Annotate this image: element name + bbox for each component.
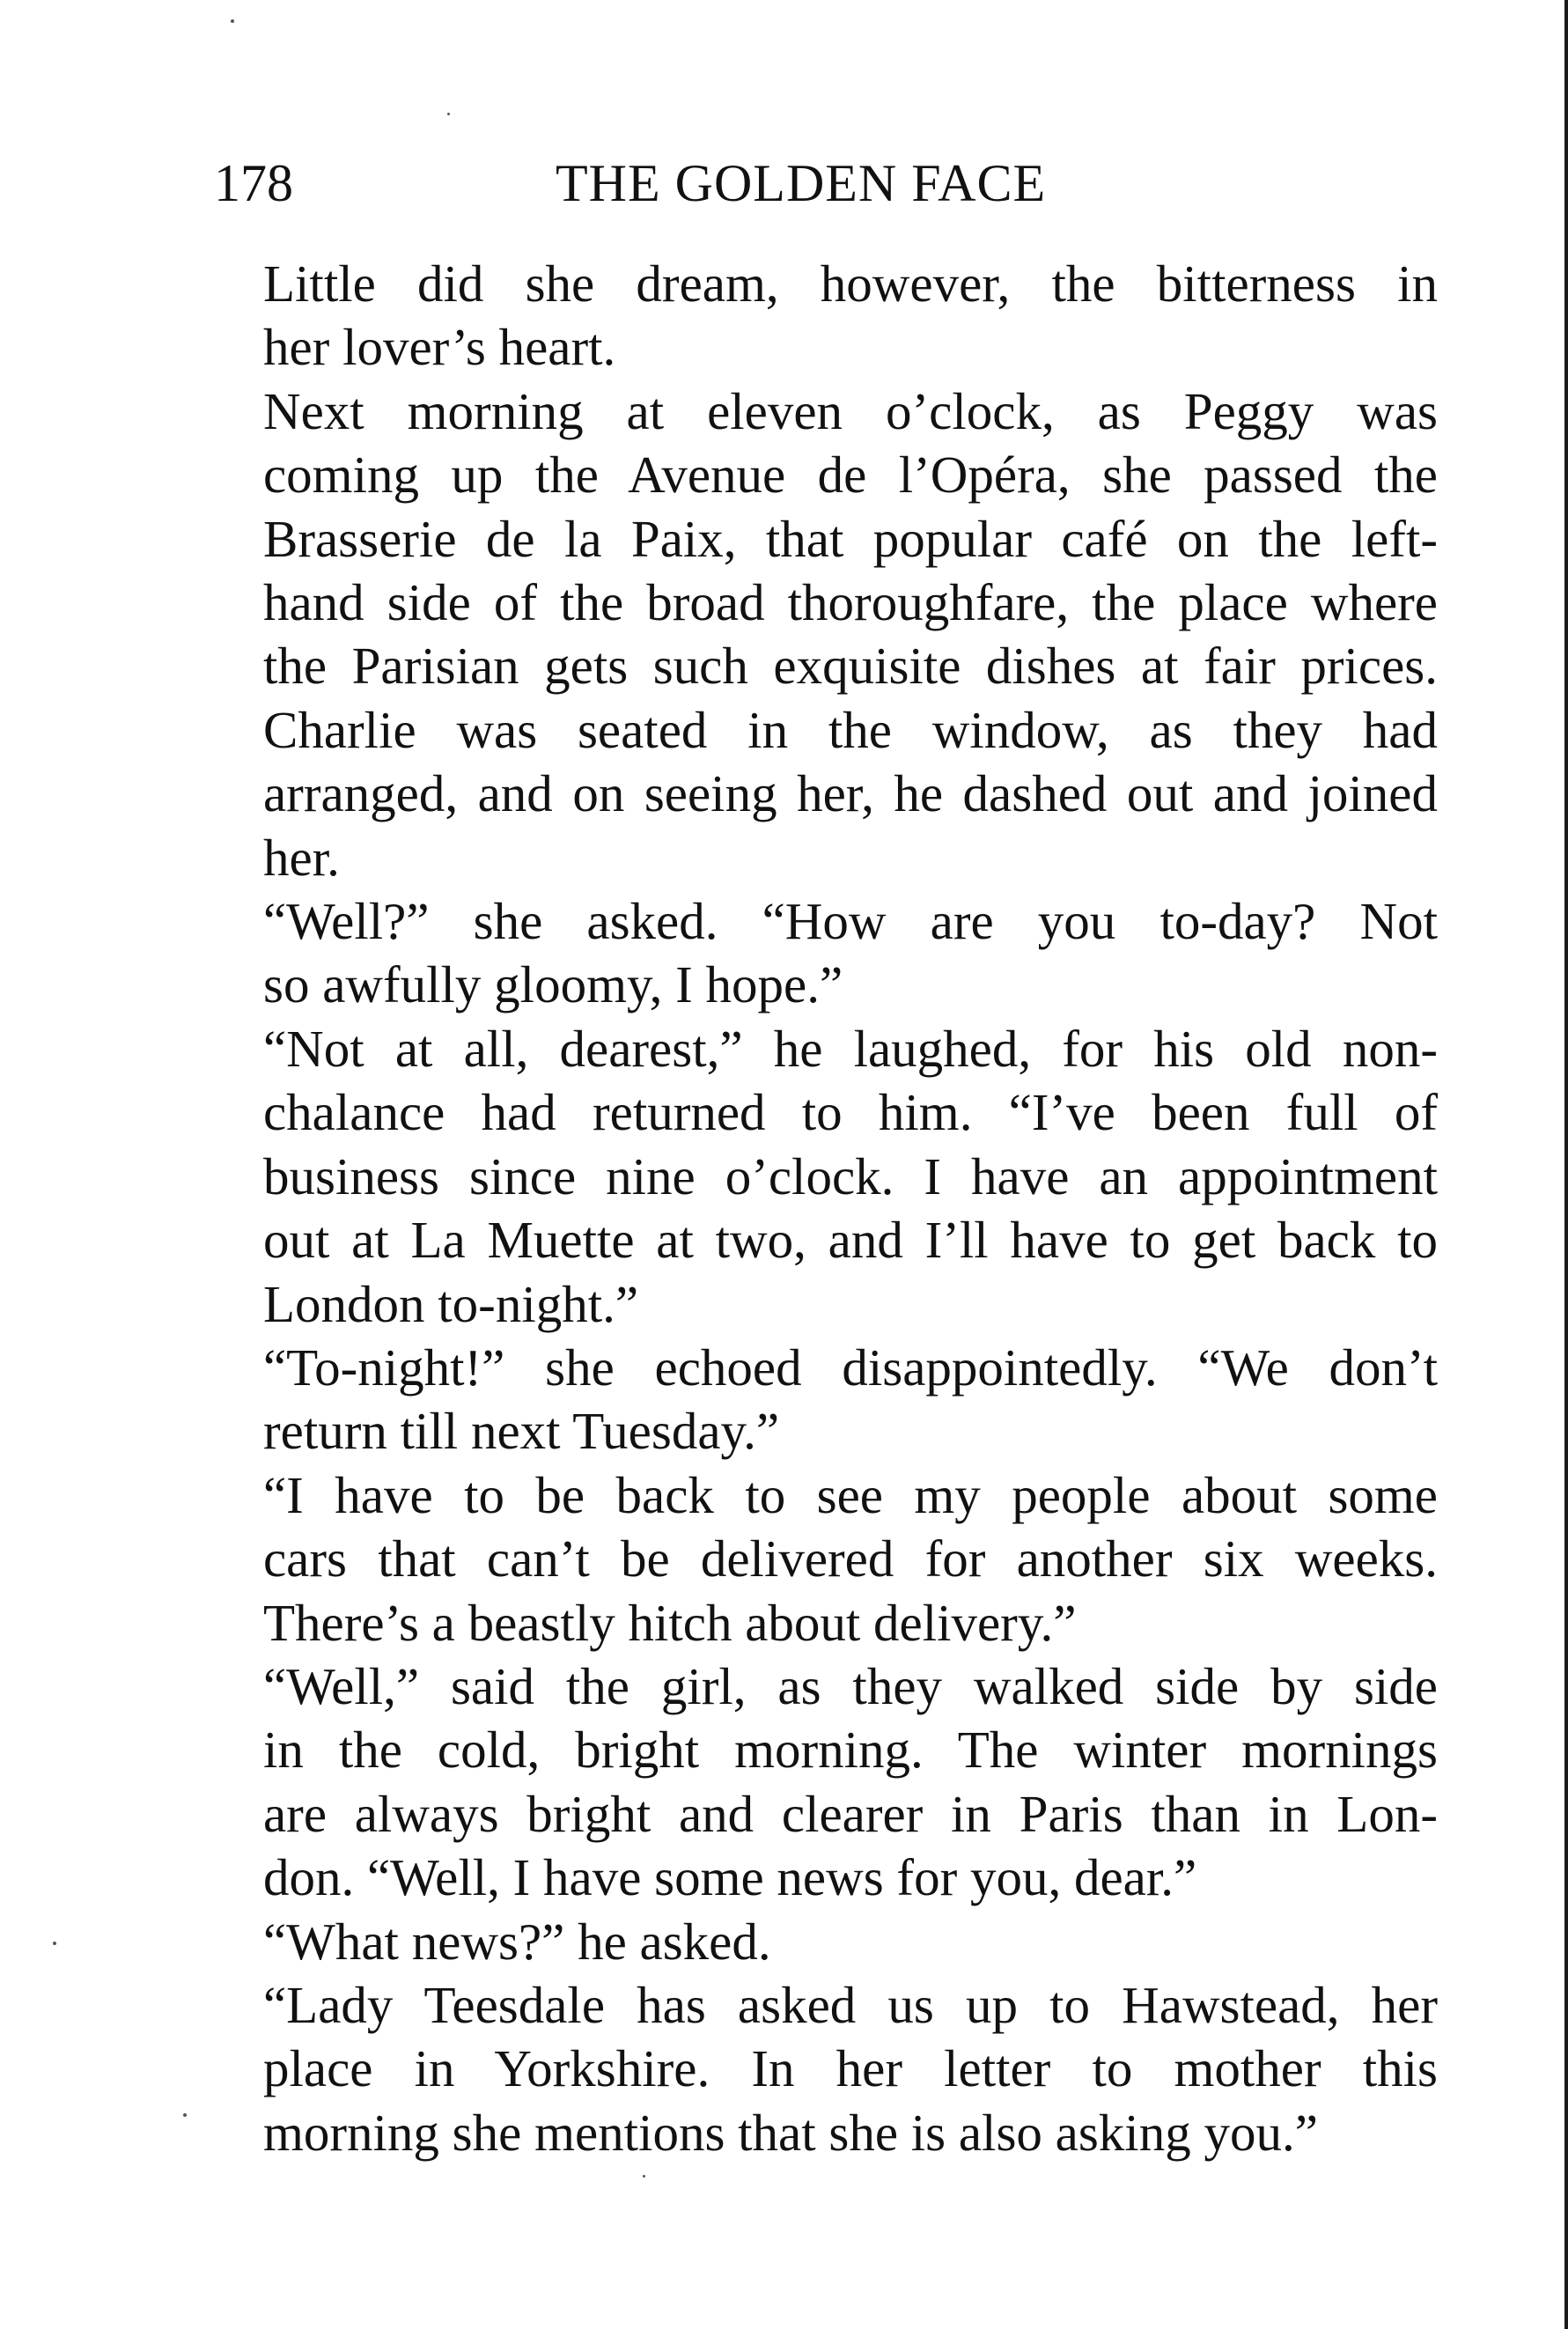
paragraph xyxy=(214,1017,1438,1336)
text-line: “Well,” said the girl, as they walked side by side xyxy=(263,1656,1438,1715)
speck xyxy=(183,2113,187,2117)
text-line: “To-night!” she echoed disappointedly. “We don’t xyxy=(263,1338,1438,1397)
text-line: the Parisian gets such exquisite dishes at fair prices. xyxy=(263,637,1438,696)
page-edge xyxy=(1564,0,1568,2329)
text-line: return till next Tuesday.” xyxy=(263,1402,780,1461)
paragraph xyxy=(214,889,1438,1017)
text-line: arranged, and on seeing her, he dashed out and joined xyxy=(263,764,1438,823)
text-line: Brasserie de la Paix, that popular café on the left- xyxy=(263,509,1438,568)
text-line: morning she mentions that she is also asking you.” xyxy=(263,2103,1318,2162)
text-line: don. “Well, I have some news for you, dear.” xyxy=(263,1848,1197,1907)
text-line: her. xyxy=(263,828,340,887)
text-line: “I have to be back to see my people about some xyxy=(263,1465,1438,1524)
paragraph xyxy=(214,1655,1438,1910)
paragraph xyxy=(214,1910,1438,1973)
paragraph xyxy=(214,1973,1438,2164)
text-line: business since nine o’clock. I have an appointment xyxy=(263,1146,1438,1205)
text-line: so awfully gloomy, I hope.” xyxy=(263,955,843,1014)
text-line: “Well?” she asked. “How are you to-day? Not xyxy=(263,892,1438,951)
text-line: Next morning at eleven o’clock, as Peggy was xyxy=(263,381,1438,440)
paragraph xyxy=(214,1336,1438,1463)
speck xyxy=(447,113,450,115)
text-line: hand side of the broad thoroughfare, the place where xyxy=(263,573,1438,632)
paragraph xyxy=(214,252,1438,380)
text-line: London to-night.” xyxy=(263,1274,639,1333)
text-line: Charlie was seated in the window, as they had xyxy=(263,700,1438,759)
text-line: in the cold, bright morning. The winter mornings xyxy=(263,1721,1438,1780)
speck xyxy=(231,19,234,23)
text-line: coming up the Avenue de l’Opéra, she passed the xyxy=(263,446,1438,505)
text-line: “Not at all, dearest,” he laughed, for his old non- xyxy=(263,1019,1438,1078)
text-line: “Lady Teesdale has asked us up to Hawstead, her xyxy=(263,1975,1438,2034)
text-line: are always bright and clearer in Paris than in Lon- xyxy=(263,1784,1438,1843)
text-line: place in Yorkshire. In her letter to mother this xyxy=(263,2039,1438,2098)
running-title: THE GOLDEN FACE xyxy=(556,154,1047,212)
paragraph xyxy=(214,1463,1438,1655)
page-number: 178 xyxy=(214,154,293,212)
text-line: her lover’s heart. xyxy=(263,318,616,377)
text-line: chalance had returned to him. “I’ve been full of xyxy=(263,1083,1438,1142)
text-line: Little did she dream, however, the bitterness in xyxy=(263,254,1438,313)
paragraph xyxy=(214,380,1438,889)
speck xyxy=(53,1942,56,1945)
running-header xyxy=(214,148,1438,218)
text-line: There’s a beastly hitch about delivery.” xyxy=(263,1593,1077,1652)
body-text xyxy=(214,252,1438,2164)
text-line: cars that can’t be delivered for another six weeks. xyxy=(263,1529,1438,1588)
text-line: “What news?” he asked. xyxy=(263,1912,771,1971)
text-line: out at La Muette at two, and I’ll have to get back to xyxy=(263,1211,1438,1270)
speck xyxy=(643,2175,645,2178)
